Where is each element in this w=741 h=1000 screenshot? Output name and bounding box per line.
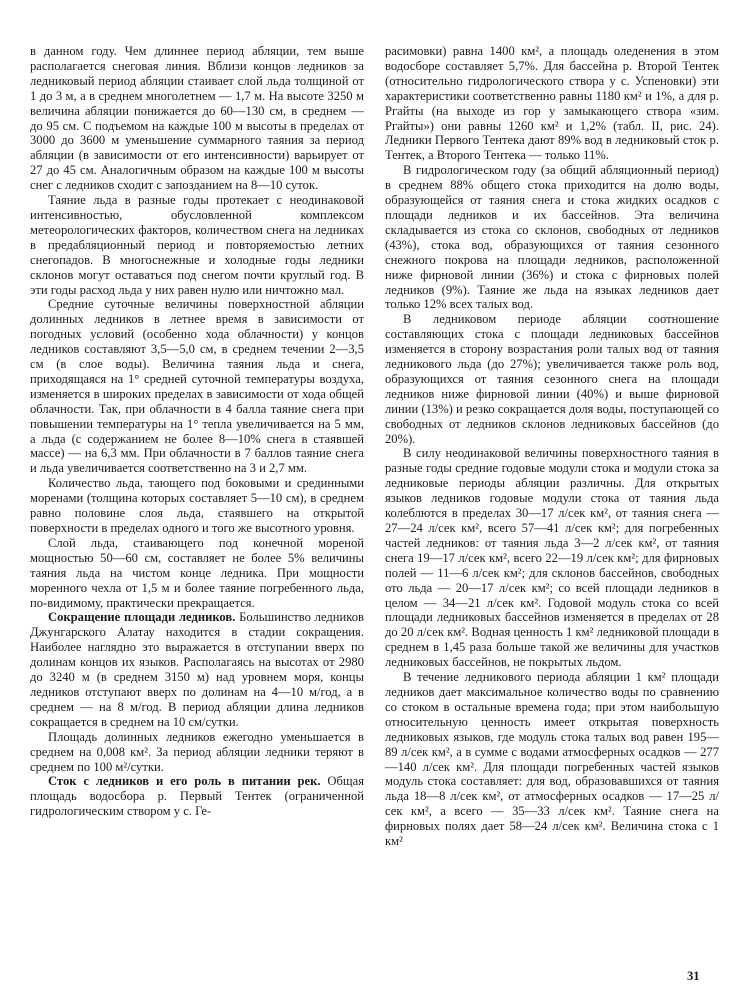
paragraph-body: Общая площадь водосбора р. Первый Тентек (ограниченной гидрологическим створом у с. Ге- <box>30 774 364 819</box>
paragraph-body: Большинство ледников Джунгарского Алатау находится в стадии сокращения. Наиболее наглядно это выражается в отступании вверх по долинам концов их языков. Располагаясь на высотах от 2980 до 3240 м (в среднем 3150 м) над уровнем моря, концы ледников отступают вверх по долинам на 4—10 м/год, а в среднем — на 8 м/год. В период абляции длина ледников сокращается в среднем на 10 см/сутки. <box>30 610 365 729</box>
paragraph: расимовки) равна 1400 км², а площадь оледенения в этом водосборе составляет 5,7%. Для бассейна р. Второй Тентек (относительно гидрологического створа у с. Успеновки) эти характеристики соответственно равны 1180 км² и 1%, а для р. Ргайты (на выходе из гор у замыкающего створа «зим. Ргайты») они равны 1260 км² и 1,2% (табл. II, рис. 24). Ледники Первого Тентека дают 89% вод в ледниковый сток р. Тентек, а Второго Тентека — только 11%. <box>385 44 719 163</box>
section-heading-glacier-area-reduction: Сокращение площади ледников. <box>48 610 236 625</box>
paragraph: В ледниковом периоде абляции соотношение составляющих стока с площади ледниковых бассейнов изменяется в сторону возрастания роли талых вод от таяния ледникового льда (до 27%); увеличивается также роль вод, образующихся от таяния сезонного снега на площади ледников ниже фирновой линии (40%) и выше фирновой линии (13%) и резко сокращается доля воды, поступающей со свободных от ледников склонов ледниковых бассейнов (до 20%). <box>385 312 719 446</box>
paragraph: В гидрологическом году (за общий абляционный период) в среднем 88% общего стока приходится на долю воды, образующейся от таяния снега и стока жидких осадков с площади ледников и их бассейнов. Эта величина складывается из стока со склонов, свободных от ледников (43%), стока вод, образующихся от таяния сезонного снежного покрова на площади ледников, расположенной ниже фирновой линии (36%) и стока с фирновых полей ледников (9%). Таяние же льда на языках ледников дает только 12% всех талых вод. <box>385 163 719 312</box>
paragraph: В силу неодинаковой величины поверхностного таяния в разные годы средние годовые модули стока и модули стока за ледниковые периоды абляции различны. Для открытых языков ледников годовые модули стока от таяния льда колеблются в пределах 30—17 л/сек км², от таяния снега — 27—24 л/сек км², всего 57—41 л/сек км²; для погребенных частей ледников: от таяния льда 3—2 л/сек км², от таяния снега 19—17 л/сек км², всего 22—19 л/сек км²; для фирновых полей — 11—6 л/сек км²; для склонов бассейнов, свободных ото льда — 20—17 л/сек км²; со всей площади ледников в целом — 34—21 л/сек км². Годовой модуль стока со всей площади ледниковых бассейнов изменяется в пределах от 28 до 20 л/сек км². Водная ценность 1 км² ледниковой площади в среднем в 1,45 раза больше такой же величины для участков ледниковых бассейнов, не покрытых льдом. <box>385 446 719 670</box>
paragraph: Площадь долинных ледников ежегодно уменьшается в среднем на 0,008 км². За период абляции ледники теряют в среднем по 100 м²/сутки. <box>30 729 364 774</box>
paragraph: Средние суточные величины поверхностной абляции долинных ледников в летнее время в зависимости от погодных условий (особенно хода облачности) у концов ледников составляют 3,5—5,0 см, в среднем течении 2—3,5 см (в слое воды). Величина таяния льда и снега, приходящаяся на 1° средней суточной температуры воздуха, изменяется в широких пределах в зависимости от хода общей облачности. Так, при облачности в 4 балла таяние снега при повышении температуры на 1° тепла увеличивается на 5 мм, а льда (с содержанием не более 8—10% снега в стаявшей массе) — на 6,3 мм. При облачности в 7 баллов таяние снега и льда увеличивается соответственно на 3 и 2,7 мм. <box>30 297 364 476</box>
paragraph <box>30 774 364 819</box>
paragraph: Таяние льда в разные годы протекает с неодинаковой интенсивностью, обусловленной комплексом метеорологических факторов, количеством снега на ледниках в предабляционный период и повторяемостью летних снегопадов. В многоснежные и холодные годы ледники склонов могут оставаться под снегом почти круглый год. В эти годы расход льда у них равен нулю или ничтожно мал. <box>30 193 364 297</box>
left-column <box>30 44 364 819</box>
section-heading-glacier-runoff: Сток с ледников и его роль в питании рек. <box>48 774 321 789</box>
paragraph: Слой льда, стаивающего под конечной мореной мощностью 50—60 см, составляет не более 5% величины таяния льда на чистом конце ледника. При мощности моренного чехла от 1,5 м и более таяние погребенного льда, по-видимому, практически прекращается. <box>30 535 364 610</box>
paragraph: Количество льда, тающего под боковыми и срединными моренами (толщина которых составляет 5—10 см), в среднем равно половине слоя льда, стаявшего на открытой поверхности в пределах одного и того же высотного уровня. <box>30 476 364 535</box>
paragraph: в данном году. Чем длиннее период абляции, тем выше располагается снеговая линия. Вблизи концов ледников за ледниковый период абляции стаивает слой льда толщиной от 1 до 3 м, а в среднем многолетнем — 1,7 м. На высоте 3250 м величина абляции понижается до 60—130 см, в среднем — до 95 см. С подъемом на каждые 100 м высоты в пределах от 3000 до 3600 м уменьшение суммарного таяния за период абляции (в зависимости от его интенсивности) варьирует от 27 до 45 см. Аналогичным образом на каждые 100 м высоты снег с ледников сходит с запозданием на 8—10 суток. <box>30 44 364 193</box>
page-number: 31 <box>687 969 700 983</box>
paragraph <box>30 610 364 729</box>
right-column <box>385 44 719 849</box>
paragraph: В течение ледникового периода абляции 1 км² площади ледников дает максимальное количество воды по сравнению со стоком в остальные времена года; при этом наибольшую относительную ценность имеет открытая поверхность ледниковых языков, где модуль стока талых вод равен 195—89 л/сек км², а в сумме с водами атмосферных осадков — 277—140 л/сек км². Для площади погребенных частей языков модуль стока составляет: для вод, образовавшихся от таяния льда 18—8 л/сек км², от атмосферных осадков — 17—25 л/сек км², а всего — 35—33 л/сек км². Таяние снега на фирновых полях дает 58—24 л/сек км². Величина стока с 1 км² <box>385 670 719 849</box>
